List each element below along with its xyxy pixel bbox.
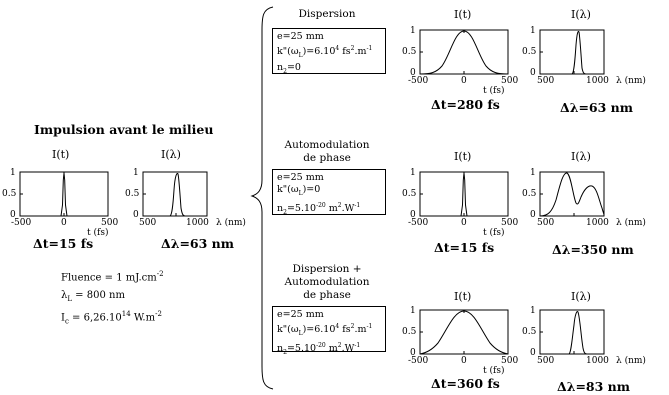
row1-it-xunit: t (fs) [483, 86, 505, 96]
left-il-ytick-0: 0 [133, 210, 139, 220]
row3-il-label: I(λ) [571, 290, 591, 303]
row1-il-label: I(λ) [571, 8, 591, 21]
row3-caption-line1: Dispersion + [292, 263, 362, 275]
row1-it-xtick-500: 500 [501, 76, 519, 86]
row1-il-xunit: λ (nm) [616, 76, 646, 86]
row3-il-xtick-1000: 1000 [586, 356, 609, 366]
row2-box-n2: $n_2=5.10^{-20}$ $m^2.W^{-1}$ [277, 201, 361, 216]
row1-box-k: $k"(\omega_L)=6.10^4$ $fs^2.m^{-1}$ [277, 45, 373, 60]
row2-box-k: $k"(\omega_L)=0$ [277, 184, 321, 197]
row1-it-ytick-05: 0.5 [402, 47, 417, 57]
left-il-xtick-1000: 1000 [186, 218, 209, 228]
row3-box-k: $k"(\omega_L)=6.10^4$ $fs^2.m^{-1}$ [277, 323, 373, 338]
row2-it-ytick-05: 0.5 [402, 189, 417, 199]
row1-caption: Dispersion [298, 8, 356, 20]
row3-il-xtick-500: 500 [537, 356, 555, 366]
left-it-xunit: t (fs) [87, 228, 109, 238]
left-il-ytick-1: 1 [133, 168, 139, 178]
row3-it-ytick-0: 0 [410, 348, 416, 358]
row2-il-xunit: λ (nm) [616, 218, 646, 228]
left-il-xunit: λ (nm) [216, 218, 246, 228]
row2-it-result: Δt=15 fs [434, 240, 495, 255]
row2-il-ytick-0: 0 [530, 210, 536, 220]
row1-il-ytick-0: 0 [530, 68, 536, 78]
row3-it-xtick-0: 0 [461, 356, 467, 366]
row2-it-xtick-0: 0 [461, 218, 467, 228]
row1-it-ytick-0: 0 [410, 68, 416, 78]
row1-it-label: I(t) [454, 8, 472, 21]
row2-il-xtick-500: 500 [537, 218, 555, 228]
row2-it-xunit: t (fs) [483, 228, 505, 238]
row2-il-ytick-1: 1 [530, 168, 536, 178]
row3-box-e: e=25 mm [277, 309, 324, 320]
row2-it-ytick-0: 0 [410, 210, 416, 220]
row2-it-xtick-m500: -500 [408, 218, 429, 228]
row3-it-xtick-500: 500 [501, 356, 519, 366]
row2-il-xtick-1000: 1000 [586, 218, 609, 228]
left-il-result: Δλ=63 nm [161, 236, 234, 251]
row3-it-result: Δt=360 fs [431, 376, 500, 391]
left-it-result: Δt=15 fs [33, 236, 94, 251]
row3-caption-line3: de phase [303, 289, 351, 301]
left-il-label: I(λ) [161, 148, 181, 161]
row3-it-label: I(t) [454, 290, 472, 303]
row3-box-n2: $n_2=5.10^{-20}$ $m^2.W^{-1}$ [277, 342, 361, 357]
row1-il-result: Δλ=63 nm [560, 100, 633, 115]
row2-it-xtick-500: 500 [501, 218, 519, 228]
row1-il-ytick-1: 1 [530, 26, 536, 36]
row3-it-ytick-1: 1 [410, 306, 416, 316]
row3-il-result: Δλ=83 nm [557, 379, 630, 394]
row3-il-curve [540, 312, 604, 354]
row2-it-ytick-1: 1 [410, 168, 416, 178]
row3-it-xunit: t (fs) [483, 366, 505, 376]
row3-it-xtick-m500: -500 [408, 356, 429, 366]
row1-il-xtick-1000: 1000 [586, 76, 609, 86]
row1-it-ytick-1: 1 [410, 26, 416, 36]
row3-it-ytick-05: 0.5 [402, 327, 417, 337]
left-title: Impulsion avant le milieu [34, 122, 214, 137]
param-fluence: Fluence = 1 $mJ.cm^{-2}$ [61, 270, 164, 284]
row2-it-label: I(t) [454, 150, 472, 163]
row2-il-ytick-05: 0.5 [522, 189, 537, 199]
row1-it-xtick-0: 0 [461, 76, 467, 86]
left-il-ytick-05: 0.5 [125, 189, 140, 199]
row1-it-xtick-m500: -500 [408, 76, 429, 86]
row1-il-ytick-05: 0.5 [522, 47, 537, 57]
left-it-xtick-500: 500 [101, 218, 119, 228]
left-it-ytick-05: 0.5 [2, 189, 17, 199]
row1-il-xtick-500: 500 [537, 76, 555, 86]
row2-caption-line1: Automodulation [284, 139, 370, 151]
param-lambda: $\lambda_L = 800$ nm [61, 290, 125, 303]
row2-caption-line2: de phase [303, 152, 351, 164]
row3-il-ytick-1: 1 [530, 306, 536, 316]
param-ic: $I_c = 6,26.10^{14}$ $W.m^{-2}$ [61, 310, 162, 326]
row3-il-ytick-0: 0 [530, 348, 536, 358]
row3-it-curve [420, 311, 508, 354]
left-it-xtick-0: 0 [61, 218, 67, 228]
row3-it-axes [420, 310, 508, 354]
row2-il-label: I(λ) [571, 150, 591, 163]
row3-il-ytick-05: 0.5 [522, 327, 537, 337]
left-it-ytick-0: 0 [10, 210, 16, 220]
row1-box-n2: $n_2=0$ [277, 62, 301, 75]
left-il-xtick-500: 500 [139, 218, 157, 228]
row3-il-xunit: λ (nm) [616, 356, 646, 366]
row2-il-result: Δλ=350 nm [552, 242, 634, 257]
row3-caption-line2: Automodulation [284, 276, 370, 288]
row3-il-axes [540, 310, 604, 354]
left-it-xtick-m500: -500 [11, 218, 32, 228]
row1-it-result: Δt=280 fs [431, 97, 500, 112]
left-it-label: I(t) [52, 148, 70, 161]
left-it-ytick-1: 1 [10, 168, 16, 178]
row2-box-e: e=25 mm [277, 172, 324, 183]
row1-box-e: e=25 mm [277, 31, 324, 42]
